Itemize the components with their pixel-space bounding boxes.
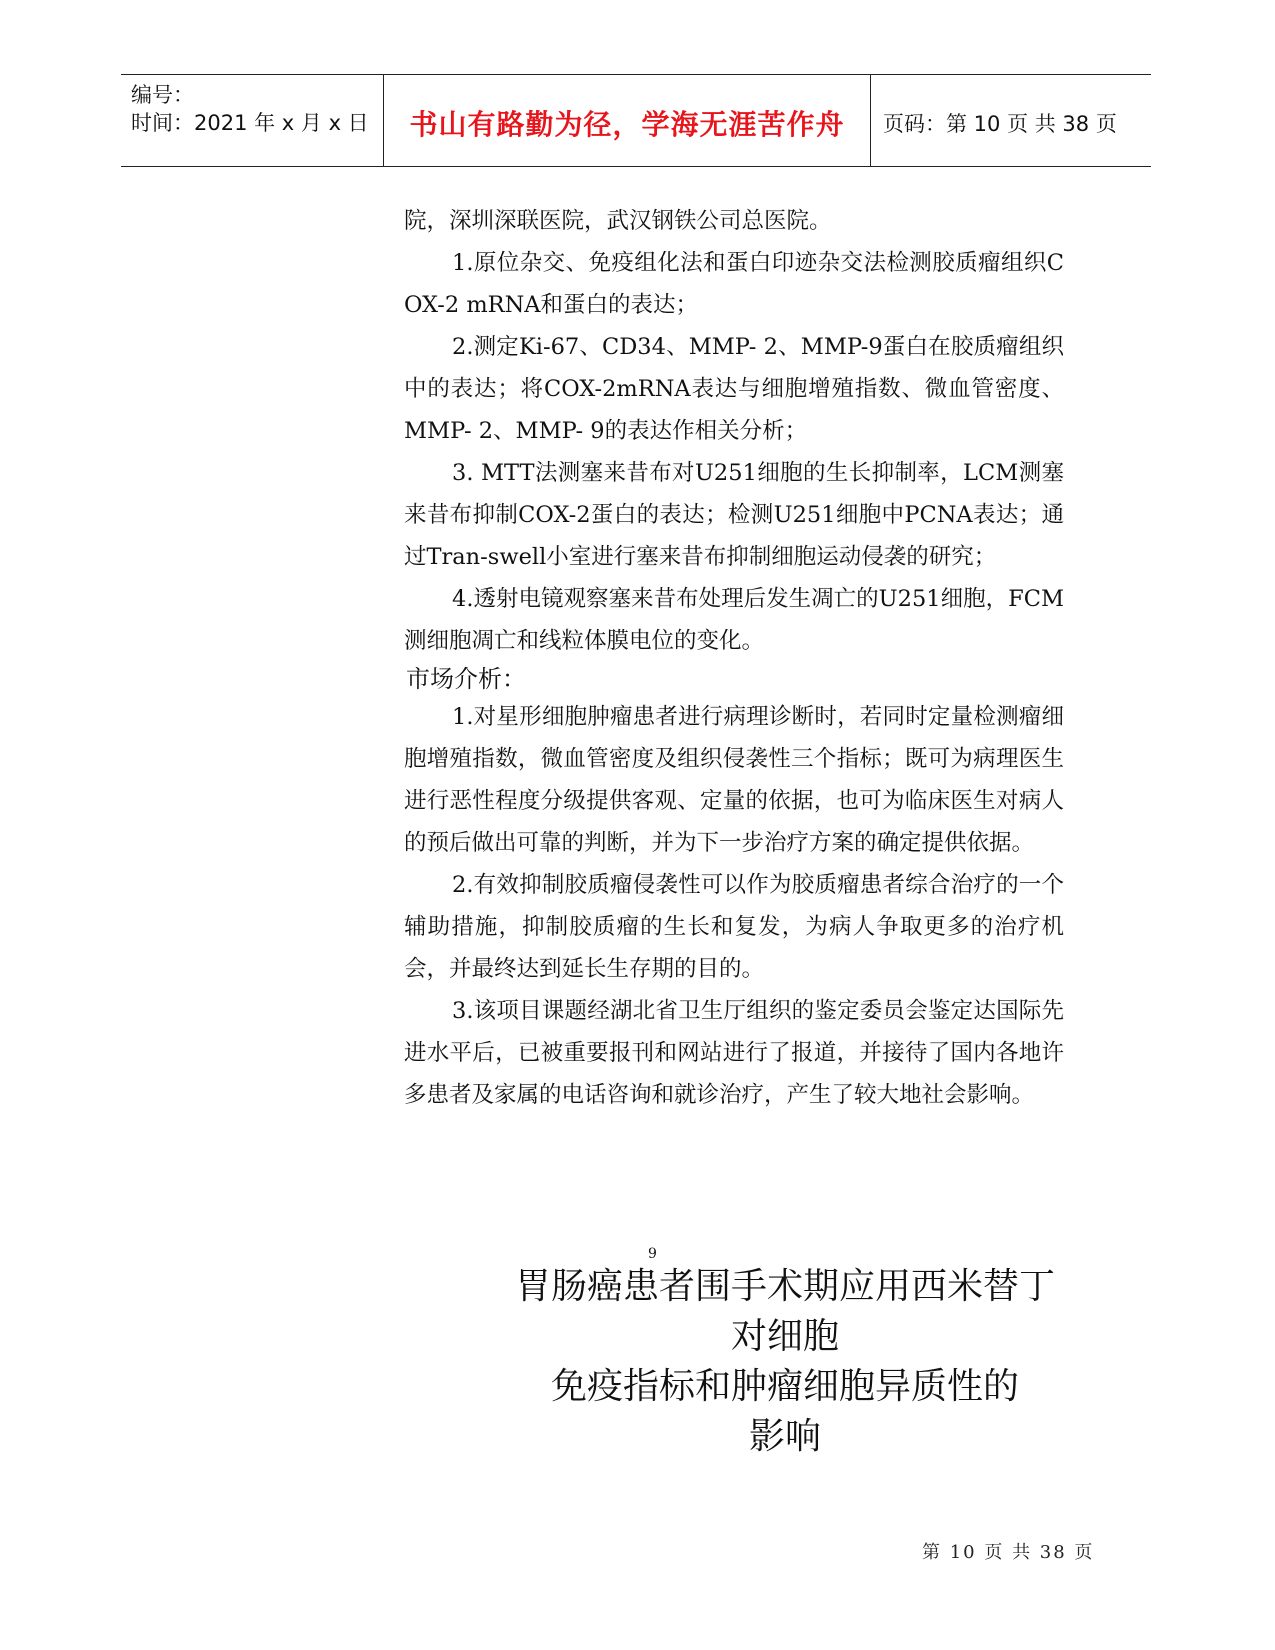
research-content-list [404, 200, 1064, 662]
serial-number-label: 编号： [131, 83, 194, 107]
market-analysis-list [404, 696, 1064, 1116]
header-motto-cell [384, 75, 871, 166]
paragraph: 4.透射电镜观察塞来昔布处理后发生凋亡的U251细胞，FCM测细胞凋亡和线粒体膜电位的变化。 [404, 586, 1064, 654]
paragraph: 2.有效抑制胶质瘤侵袭性可以作为胶质瘤患者综合治疗的一个辅助措施，抑制胶质瘤的生长和复发，为病人争取更多的治疗机会，并最终达到延长生存期的目的。 [404, 872, 1064, 982]
section-heading: 市场介析： [406, 665, 526, 693]
footer-page-number: 第 10 页 共 38 页 [922, 1542, 1095, 1563]
header-page-cell [871, 75, 1151, 166]
paragraph: 1.对星形细胞肿瘤患者进行病理诊断时，若同时定量检测瘤细胞增殖指数，微血管密度及组织侵袭性三个指标；既可为病理医生进行恶性程度分级提供客观、定量的依据，也可为临床医生对病人的预后做出可靠的判断，并为下一步治疗方案的确定提供依据。 [404, 704, 1064, 856]
paragraph: 院，深圳深联医院，武汉钢铁公司总医院。 [404, 208, 832, 234]
paragraph: 1.原位杂交、免疫组化法和蛋白印迹杂交法检测胶质瘤组织COX-2 mRNA和蛋白的表达； [404, 250, 1064, 318]
paragraph: 3.该项目课题经湖北省卫生厅组织的鉴定委员会鉴定达国际先进水平后，已被重要报刊和网站进行了报道，并接待了国内各地许多患者及家属的电话咨询和就诊治疗，产生了较大地社会影响。 [404, 998, 1064, 1108]
paragraph: 3. MTT法测塞来昔布对U251细胞的生长抑制率，LCM测塞来昔布抑制COX-2蛋白的表达；检测U251细胞中PCNA表达；通过Tran-swell小室进行塞来昔布抑制细胞运动侵袭的研究； [404, 460, 1064, 570]
motto-text: 书山有路勤为径，学海无涯苦作舟 [409, 108, 845, 141]
inline-page-number: 9 [648, 1246, 657, 1262]
title-line: 免疫指标和肿瘤细胞异质性的 [550, 1366, 1019, 1407]
paragraph: 2.测定Ki-67、CD34、MMP- 2、MMP-9蛋白在胶质瘤组织中的表达；将COX-2mRNA表达与细胞增殖指数、微血管密度、MMP- 2、MMP- 9的表达作相关分析； [404, 334, 1064, 444]
article-title [460, 1262, 1110, 1462]
date-label: 时间：2021 年 x 月 x 日 [131, 111, 369, 135]
title-line: 胃肠癌患者围手术期应用西米替丁 [514, 1266, 1055, 1307]
header-info-cell [121, 75, 384, 166]
header-page-number: 页码：第 10 页 共 38 页 [883, 112, 1117, 136]
title-line: 对细胞 [730, 1316, 839, 1357]
page-header [121, 74, 1151, 167]
document-body [404, 200, 1064, 1116]
title-line: 影响 [748, 1416, 821, 1457]
